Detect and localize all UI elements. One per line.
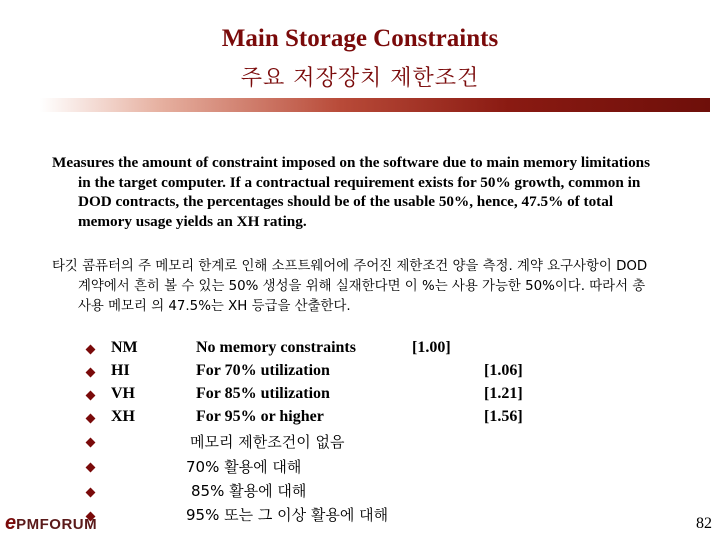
ko-item: 85% 활용에 대해 <box>191 482 307 500</box>
page-number: 82 <box>696 515 712 532</box>
title-divider-bar <box>40 98 710 112</box>
rating-description: For 85% utilization <box>196 385 330 402</box>
bullet-icon <box>86 488 96 498</box>
rating-value: [1.00] <box>412 339 451 356</box>
paragraph-en: Measures the amount of constraint imposed on the software due to main memory limitations in the target computer. If a contractual requirement exists for 50% growth, common in DOD contracts, the percentages should be of the usable 50%, hence, 47.5% of total memory usage yields an XH rating. <box>52 154 651 230</box>
rating-level: NM <box>111 339 138 356</box>
ko-item: 70% 활용에 대해 <box>186 458 302 476</box>
rating-description: For 95% or higher <box>196 408 324 425</box>
bullet-icon <box>86 463 96 473</box>
bullet-icon <box>86 345 96 355</box>
bullet-icon <box>86 438 96 448</box>
logo-text: PMFORUM <box>16 516 98 533</box>
paragraph-ko: 타깃 콤퓨터의 주 메모리 한계로 인해 소프트웨어에 주어진 제한조건 양을 측정. 계약 요구사항이 DOD 계약에서 흔히 볼 수 있는 50% 생성을 위해 실재한다면 이 %는 사용 가능한 50%이다. 따라서 총 사용 메모리 의 47.5%는 XH 등급을 산출한다. <box>52 259 648 314</box>
rating-level: VH <box>111 385 135 402</box>
rating-value: [1.06] <box>484 362 523 379</box>
ko-item: 95% 또는 그 이상 활용에 대해 <box>186 506 389 524</box>
bullet-icon <box>86 391 96 401</box>
rating-description: No memory constraints <box>196 339 356 356</box>
rating-value: [1.56] <box>484 408 523 425</box>
slide-title-en: Main Storage Constraints <box>221 25 499 52</box>
slide-title-ko: 주요 저장장치 제한조건 <box>240 66 480 91</box>
pmforum-logo <box>5 512 97 535</box>
rating-level: HI <box>111 362 130 379</box>
logo-e: e <box>5 512 17 534</box>
rating-description: For 70% utilization <box>196 362 330 379</box>
rating-level: XH <box>111 408 135 425</box>
bullet-icon <box>86 368 96 378</box>
bullet-icon <box>86 414 96 424</box>
ko-item: 메모리 제한조건이 없음 <box>190 433 345 451</box>
rating-value: [1.21] <box>484 385 523 402</box>
